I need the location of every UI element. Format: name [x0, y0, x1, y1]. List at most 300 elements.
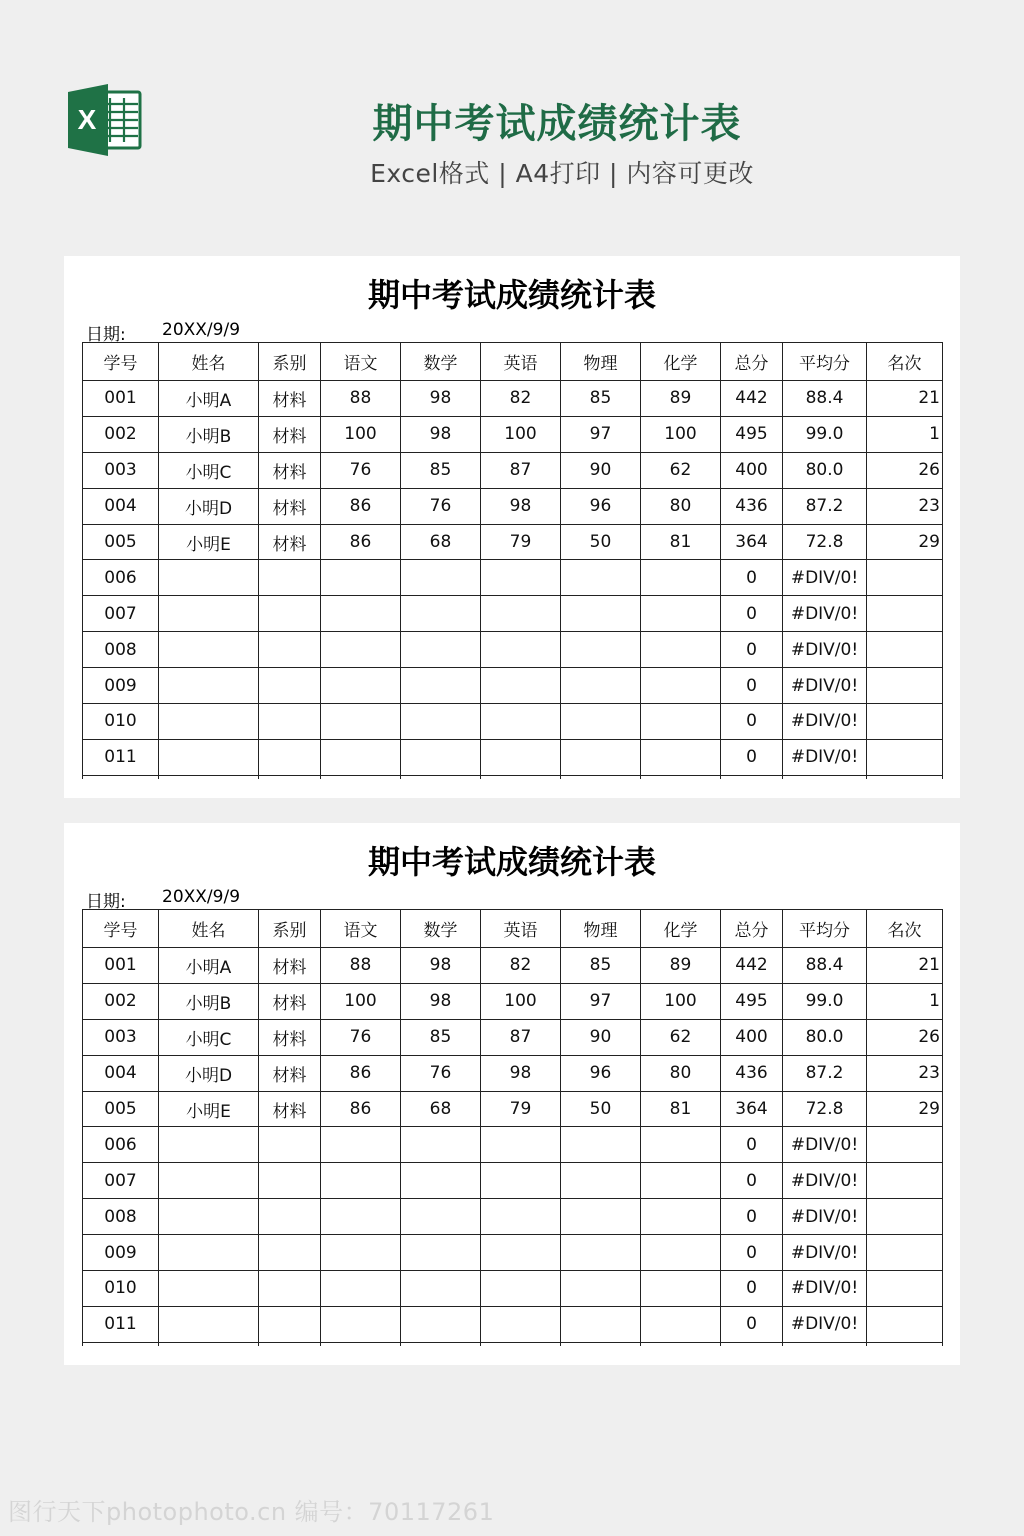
table-cell: 0	[721, 632, 783, 668]
table-cell: 87.2	[783, 488, 867, 524]
table-cell: 002	[83, 983, 159, 1019]
table-cell: 材料	[259, 524, 321, 560]
table-cell	[481, 560, 561, 596]
table-cell: 100	[481, 983, 561, 1019]
table-cell: 010	[83, 1271, 159, 1307]
table-cell	[481, 704, 561, 740]
table-cell: 小明A	[159, 381, 259, 417]
table-cell	[259, 560, 321, 596]
table-cell	[321, 1163, 401, 1199]
column-header: 英语	[481, 343, 561, 381]
table-cell: 98	[401, 416, 481, 452]
table-cell	[561, 775, 641, 779]
table-cell: 98	[481, 488, 561, 524]
table-cell: 99.0	[783, 416, 867, 452]
table-cell: 材料	[259, 1019, 321, 1055]
table-cell: 1	[867, 416, 943, 452]
table-row	[83, 452, 943, 488]
table-cell: 0	[721, 668, 783, 704]
table-cell	[321, 560, 401, 596]
table-cell	[641, 632, 721, 668]
table-cell: 005	[83, 1091, 159, 1127]
table-cell	[259, 1199, 321, 1235]
table-cell	[159, 1235, 259, 1271]
table-row	[83, 416, 943, 452]
table-cell: 100	[321, 416, 401, 452]
column-header: 系别	[259, 910, 321, 948]
table-cell: 90	[561, 1019, 641, 1055]
table-cell: 004	[83, 488, 159, 524]
table-cell: 98	[401, 381, 481, 417]
table-cell	[321, 1199, 401, 1235]
table-cell	[159, 1127, 259, 1163]
table-cell: 98	[481, 1055, 561, 1091]
table-cell: #DIV/0!	[783, 1235, 867, 1271]
table-cell: 小明C	[159, 452, 259, 488]
table-cell: #DIV/0!	[783, 668, 867, 704]
table-cell	[159, 1271, 259, 1307]
table-cell	[401, 1235, 481, 1271]
table-cell	[481, 668, 561, 704]
table-cell	[83, 775, 159, 779]
table-cell	[401, 560, 481, 596]
table-cell: 010	[83, 704, 159, 740]
table-cell	[401, 704, 481, 740]
table-cell	[321, 1342, 401, 1346]
table-cell: 442	[721, 948, 783, 984]
table-cell: #DIV/0!	[783, 1306, 867, 1342]
table-cell: 小明D	[159, 1055, 259, 1091]
column-header: 平均分	[783, 910, 867, 948]
table-cell: 26	[867, 452, 943, 488]
table-cell	[481, 632, 561, 668]
column-header: 语文	[321, 343, 401, 381]
table-cell	[867, 1342, 943, 1346]
table-cell: 0	[721, 1127, 783, 1163]
table-cell: 100	[641, 416, 721, 452]
table-cell	[481, 1127, 561, 1163]
table-cell	[481, 596, 561, 632]
table-cell: 008	[83, 1199, 159, 1235]
table-cell	[641, 1306, 721, 1342]
column-header: 学号	[83, 343, 159, 381]
table-cell	[401, 596, 481, 632]
table-cell: #DIV/0!	[783, 632, 867, 668]
table-cell: 86	[321, 524, 401, 560]
table-cell	[159, 1199, 259, 1235]
table-cell	[481, 1342, 561, 1346]
table-cell: 100	[641, 983, 721, 1019]
table-cell: 72.8	[783, 524, 867, 560]
table-row	[83, 1271, 943, 1307]
table-row	[83, 560, 943, 596]
table-cell: 96	[561, 488, 641, 524]
table-cell: 0	[721, 704, 783, 740]
sheet-title: 期中考试成绩统计表	[367, 276, 656, 314]
table-cell	[321, 596, 401, 632]
table-cell: 003	[83, 1019, 159, 1055]
table-cell: 87.2	[783, 1055, 867, 1091]
table-cell: 81	[641, 1091, 721, 1127]
table-cell: #DIV/0!	[783, 596, 867, 632]
table-row	[83, 488, 943, 524]
table-cell: 材料	[259, 488, 321, 524]
table-cell	[561, 632, 641, 668]
table-cell	[159, 704, 259, 740]
table-cell	[401, 775, 481, 779]
column-header: 平均分	[783, 343, 867, 381]
table-cell	[641, 1342, 721, 1346]
table-cell	[159, 1306, 259, 1342]
table-cell: 003	[83, 452, 159, 488]
table-cell	[321, 632, 401, 668]
table-cell	[321, 739, 401, 775]
table-row	[83, 1199, 943, 1235]
table-cell: 436	[721, 1055, 783, 1091]
table-header	[83, 343, 943, 381]
table-cell	[561, 1271, 641, 1307]
table-cell: 006	[83, 1127, 159, 1163]
date-label: 日期:	[86, 325, 126, 345]
table-cell: 99.0	[783, 983, 867, 1019]
table-cell: 002	[83, 416, 159, 452]
table-cell: #DIV/0!	[783, 1199, 867, 1235]
table-cell: 86	[321, 1091, 401, 1127]
table-cell	[83, 1342, 159, 1346]
table-cell	[159, 1342, 259, 1346]
table-cell: 23	[867, 488, 943, 524]
table-row	[83, 1091, 943, 1127]
table-cell	[783, 775, 867, 779]
table-cell	[641, 1127, 721, 1163]
column-header: 姓名	[159, 910, 259, 948]
table-cell	[867, 739, 943, 775]
table-cell	[481, 775, 561, 779]
table-cell: 80.0	[783, 1019, 867, 1055]
table-cell	[867, 668, 943, 704]
table-row	[83, 704, 943, 740]
score-table	[82, 342, 943, 779]
table-row-cutoff	[83, 775, 943, 779]
column-header: 姓名	[159, 343, 259, 381]
column-header: 学号	[83, 910, 159, 948]
table-cell	[561, 1127, 641, 1163]
table-cell: 小明B	[159, 983, 259, 1019]
table-cell	[641, 1199, 721, 1235]
table-row	[83, 1055, 943, 1091]
table-cell: 86	[321, 488, 401, 524]
table-cell: 87	[481, 1019, 561, 1055]
table-cell	[867, 1199, 943, 1235]
table-cell: #DIV/0!	[783, 1271, 867, 1307]
table-cell: 85	[401, 1019, 481, 1055]
table-cell: 材料	[259, 1091, 321, 1127]
table-cell	[401, 632, 481, 668]
table-cell	[561, 739, 641, 775]
column-header: 名次	[867, 343, 943, 381]
table-cell	[321, 704, 401, 740]
page-title: 期中考试成绩统计表	[372, 101, 742, 147]
table-cell	[867, 1163, 943, 1199]
header-row	[83, 910, 943, 948]
table-cell	[641, 668, 721, 704]
table-cell: 001	[83, 948, 159, 984]
table-cell: 011	[83, 739, 159, 775]
table-cell: 007	[83, 1163, 159, 1199]
table-cell: 100	[321, 983, 401, 1019]
table-body	[83, 381, 943, 780]
table-cell: 80	[641, 488, 721, 524]
table-cell	[867, 775, 943, 779]
table-cell	[159, 739, 259, 775]
table-cell: 85	[561, 381, 641, 417]
table-cell: 29	[867, 524, 943, 560]
table-cell: 76	[401, 488, 481, 524]
date-value: 20XX/9/9	[162, 887, 241, 907]
table-cell: #DIV/0!	[783, 1163, 867, 1199]
table-cell	[721, 1342, 783, 1346]
table-cell: 86	[321, 1055, 401, 1091]
table-cell	[401, 1271, 481, 1307]
table-cell: 495	[721, 983, 783, 1019]
table-cell: 76	[321, 1019, 401, 1055]
table-cell: 364	[721, 1091, 783, 1127]
table-row	[83, 983, 943, 1019]
table-cell: 495	[721, 416, 783, 452]
table-cell: 89	[641, 948, 721, 984]
table-cell	[401, 1127, 481, 1163]
table-row	[83, 381, 943, 417]
table-row	[83, 596, 943, 632]
table-cell: 0	[721, 1306, 783, 1342]
table-cell: 007	[83, 596, 159, 632]
table-cell: 材料	[259, 983, 321, 1019]
date-value: 20XX/9/9	[162, 320, 241, 340]
table-cell: 88.4	[783, 948, 867, 984]
table-cell	[259, 775, 321, 779]
column-header: 物理	[561, 343, 641, 381]
table-cell: 50	[561, 1091, 641, 1127]
table-cell: 小明E	[159, 524, 259, 560]
table-cell	[867, 1127, 943, 1163]
table-cell: 小明C	[159, 1019, 259, 1055]
table-cell	[641, 596, 721, 632]
logo-letter: X	[77, 104, 97, 135]
table-cell: 98	[401, 983, 481, 1019]
column-header: 总分	[721, 343, 783, 381]
table-cell	[561, 1235, 641, 1271]
score-table	[82, 909, 943, 1346]
table-cell	[159, 632, 259, 668]
table-cell	[259, 1271, 321, 1307]
table-cell: 26	[867, 1019, 943, 1055]
table-cell	[867, 704, 943, 740]
table-cell: 009	[83, 668, 159, 704]
table-cell: 011	[83, 1306, 159, 1342]
table-cell: 0	[721, 596, 783, 632]
table-cell: 76	[401, 1055, 481, 1091]
table-cell: 006	[83, 560, 159, 596]
table-row	[83, 739, 943, 775]
table-cell: 68	[401, 1091, 481, 1127]
table-cell	[561, 1199, 641, 1235]
table-cell: 005	[83, 524, 159, 560]
table-cell	[259, 1163, 321, 1199]
table-cell	[159, 1163, 259, 1199]
table-cell: 材料	[259, 452, 321, 488]
table-cell: 400	[721, 452, 783, 488]
table-cell	[401, 1342, 481, 1346]
table-cell	[561, 560, 641, 596]
table-cell	[867, 1306, 943, 1342]
table-cell: 100	[481, 416, 561, 452]
table-cell	[401, 1199, 481, 1235]
table-cell	[159, 560, 259, 596]
table-cell	[867, 596, 943, 632]
table-row-cutoff	[83, 1342, 943, 1346]
table-cell: #DIV/0!	[783, 1127, 867, 1163]
table-cell: 0	[721, 1271, 783, 1307]
table-cell	[259, 1306, 321, 1342]
table-cell	[259, 1235, 321, 1271]
table-cell: 80.0	[783, 452, 867, 488]
table-cell	[561, 1163, 641, 1199]
table-cell: 材料	[259, 416, 321, 452]
table-cell	[321, 1271, 401, 1307]
score-sheet-2	[64, 823, 960, 1365]
table-cell: 80	[641, 1055, 721, 1091]
table-cell: 436	[721, 488, 783, 524]
table-row	[83, 1306, 943, 1342]
table-cell: 88	[321, 381, 401, 417]
table-cell	[641, 560, 721, 596]
table-cell	[481, 739, 561, 775]
table-cell: 008	[83, 632, 159, 668]
table-cell: 68	[401, 524, 481, 560]
table-cell: 004	[83, 1055, 159, 1091]
table-cell	[641, 739, 721, 775]
table-cell	[481, 1163, 561, 1199]
table-cell: 72.8	[783, 1091, 867, 1127]
table-cell: 88	[321, 948, 401, 984]
table-cell	[259, 739, 321, 775]
table-cell: 98	[401, 948, 481, 984]
table-cell	[641, 1235, 721, 1271]
table-cell	[561, 704, 641, 740]
table-cell	[867, 560, 943, 596]
table-cell	[641, 775, 721, 779]
table-cell: 0	[721, 560, 783, 596]
table-cell: 89	[641, 381, 721, 417]
table-cell	[401, 1163, 481, 1199]
table-cell	[721, 775, 783, 779]
table-cell: 85	[401, 452, 481, 488]
table-header	[83, 910, 943, 948]
table-cell: 97	[561, 416, 641, 452]
table-cell: 0	[721, 739, 783, 775]
table-cell	[641, 1271, 721, 1307]
table-cell	[867, 632, 943, 668]
column-header: 化学	[641, 910, 721, 948]
table-cell: 001	[83, 381, 159, 417]
column-header: 名次	[867, 910, 943, 948]
table-cell	[159, 668, 259, 704]
table-row	[83, 1163, 943, 1199]
table-cell	[481, 1271, 561, 1307]
table-cell: 材料	[259, 948, 321, 984]
table-cell	[401, 1306, 481, 1342]
table-row	[83, 632, 943, 668]
table-row	[83, 1019, 943, 1055]
column-header: 数学	[401, 343, 481, 381]
table-cell: 82	[481, 948, 561, 984]
table-cell: 85	[561, 948, 641, 984]
date-label: 日期:	[86, 892, 126, 912]
table-cell	[259, 668, 321, 704]
table-cell: #DIV/0!	[783, 704, 867, 740]
table-cell: 21	[867, 948, 943, 984]
table-cell: 79	[481, 524, 561, 560]
table-cell: 材料	[259, 381, 321, 417]
table-row	[83, 1235, 943, 1271]
table-cell: 小明B	[159, 416, 259, 452]
table-cell: 76	[321, 452, 401, 488]
table-cell: 23	[867, 1055, 943, 1091]
table-cell	[321, 775, 401, 779]
table-cell: 62	[641, 452, 721, 488]
column-header: 数学	[401, 910, 481, 948]
table-cell: 21	[867, 381, 943, 417]
table-cell	[259, 632, 321, 668]
table-cell	[481, 1235, 561, 1271]
column-header: 系别	[259, 343, 321, 381]
page-subtitle: Excel格式 | A4打印 | 内容可更改	[370, 159, 754, 188]
table-cell	[561, 596, 641, 632]
table-cell	[259, 1342, 321, 1346]
table-cell	[321, 1235, 401, 1271]
table-cell	[641, 1163, 721, 1199]
column-header: 总分	[721, 910, 783, 948]
table-cell: #DIV/0!	[783, 739, 867, 775]
table-cell	[401, 668, 481, 704]
table-cell	[481, 1199, 561, 1235]
table-row	[83, 948, 943, 984]
table-cell	[401, 739, 481, 775]
table-cell	[259, 704, 321, 740]
score-sheet-1	[64, 256, 960, 798]
table-cell: 0	[721, 1163, 783, 1199]
column-header: 语文	[321, 910, 401, 948]
table-cell	[561, 1306, 641, 1342]
table-cell	[321, 1306, 401, 1342]
table-cell	[321, 668, 401, 704]
table-row	[83, 1127, 943, 1163]
table-cell	[783, 1342, 867, 1346]
table-cell: 442	[721, 381, 783, 417]
table-body	[83, 948, 943, 1347]
table-cell: 小明A	[159, 948, 259, 984]
table-cell: 88.4	[783, 381, 867, 417]
table-cell: 小明D	[159, 488, 259, 524]
table-cell	[259, 1127, 321, 1163]
watermark-text: 图行天下photophoto.cn 编号：70117261	[8, 1498, 495, 1526]
table-row	[83, 668, 943, 704]
table-cell: 009	[83, 1235, 159, 1271]
table-cell	[481, 1306, 561, 1342]
table-cell: 材料	[259, 1055, 321, 1091]
column-header: 化学	[641, 343, 721, 381]
table-cell	[867, 1235, 943, 1271]
